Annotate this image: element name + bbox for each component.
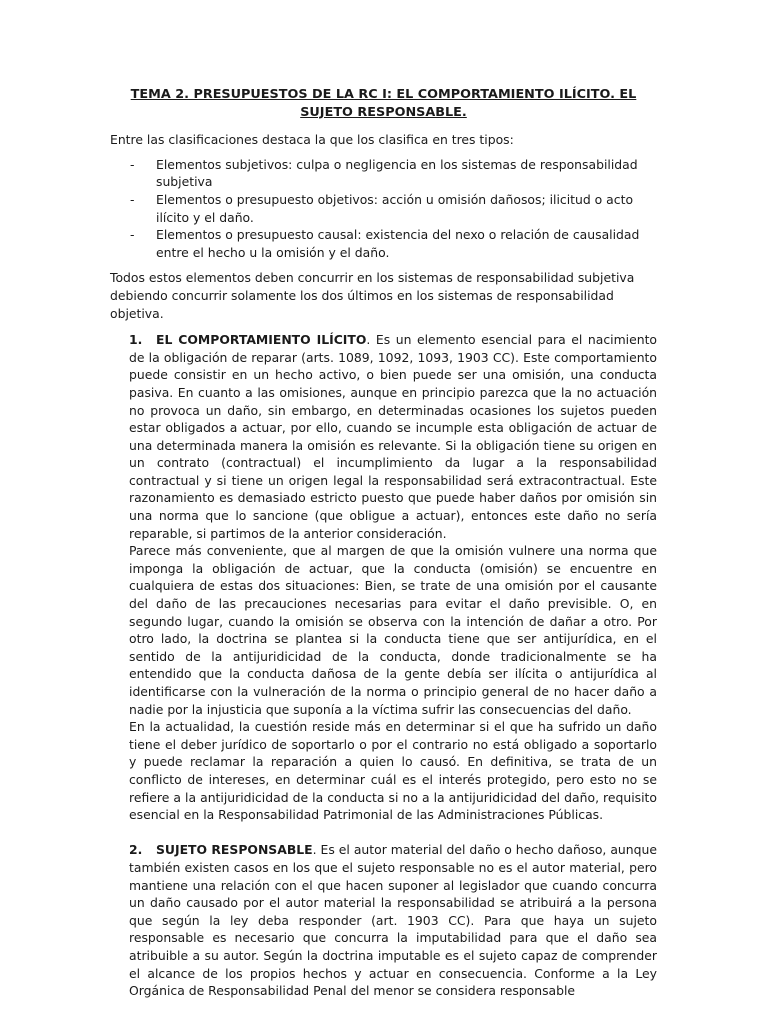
intro-paragraph: Entre las clasificaciones destaca la que los clasifica en tres tipos: bbox=[110, 132, 514, 148]
list-item-text: Elementos o presupuesto objetivos: acción u omisión dañosos; ilicitud o acto ilícito y el daño. bbox=[156, 191, 634, 225]
list-item bbox=[110, 156, 657, 191]
list-item-text: Elementos o presupuesto causal: existencia del nexo o relación de causalidad entre el hecho u la omisión y el daño. bbox=[156, 227, 640, 260]
list-item bbox=[110, 191, 657, 226]
section1-paragraph-3: En la actualidad, la cuestión reside más en determinar si el que ha sufrido un daño tiene el deber jurídico de soportarlo o por el contrario no está obligado a soportarlo y puede reclamar la reparación a quien lo causó. En definitiva, se trata de un conflicto de intereses, en determinar cuál es el interés protegido, pero esto no se refiere a la antijuridicidad de la conducta si no a la antijuridicidad del daño, requisito esencial en la Responsabilidad Patrimonial de las Administraciones Públicas. bbox=[129, 719, 657, 823]
section2-text-1: . Es el autor material del daño o hecho dañoso, aunque también existen casos en los que el sujeto responsable no es el autor material, pero mantiene una relación con el que hacen suponer al legislador que cuando concurra un daño causado por el autor material la responsabilidad se atribuirá a la persona que según la ley deba responder (art. 1903 CC). Para que haya un sujeto responsable es necesario que concurra la imputabilidad para que el daño sea atribuible a su autor. Según la doctrina imputable es el sujeto capaz de comprender el alcance de los propios hechos y actuar en consecuencia. Conforme a la Ley Orgánica de Responsabilidad Penal del menor se considera responsable bbox=[129, 842, 657, 999]
section2-paragraph-1 bbox=[129, 841, 657, 999]
list-marker: - bbox=[130, 156, 135, 172]
classification-list bbox=[110, 156, 657, 262]
list-item bbox=[110, 226, 657, 261]
list-marker: - bbox=[130, 191, 135, 207]
section-comportamiento-ilicito bbox=[129, 331, 657, 1000]
section2-heading: SUJETO RESPONSABLE bbox=[156, 842, 313, 858]
section1-heading: EL COMPORTAMIENTO ILÍCITO bbox=[156, 332, 367, 348]
section2-number: 2. bbox=[129, 842, 143, 858]
section-spacer bbox=[129, 824, 657, 842]
summary-paragraph: Todos estos elementos deben concurrir en los sistemas de responsabilidad subjetiva debiendo concurrir solamente los dos últimos en los sistemas de responsabilidad objetiva. bbox=[110, 270, 635, 321]
section1-text-1: . Es un elemento esencial para el nacimiento de la obligación de reparar (arts. 1089, 1092, 1093, 1903 CC). Este comportamiento puede consistir en un hecho activo, o bien puede ser una omisión, una conducta pasiva. En cuanto a las omisiones, aunque en principio parezca que la no actuación no provoca un daño, sin embargo, en determinadas ocasiones los sujetos pueden estar obligados a actuar, por ello, cuando se incumple esta obligación de actuar de una determinada manera la omisión es relevante. Si la obligación tiene su origen en un contrato (contractual) el incumplimiento da lugar a la responsabilidad contractual y si tiene un origen legal la responsabilidad será extracontractual. Este razonamiento es demasiado estricto puesto que puede haber daños por omisión sin una norma que lo sancione (que obligue a actuar), entonces este daño no sería reparable, si partimos de la anterior consideración. bbox=[129, 332, 658, 541]
section1-paragraph-1 bbox=[129, 331, 657, 542]
document-page bbox=[110, 86, 657, 1000]
list-item-text: Elementos subjetivos: culpa o negligencia en los sistemas de responsabilidad subjetiva bbox=[156, 156, 638, 190]
document-title: TEMA 2. PRESUPUESTOS DE LA RC I: EL COMPORTAMIENTO ILÍCITO. EL SUJETO RESPONSABLE. bbox=[130, 87, 637, 120]
list-marker: - bbox=[130, 227, 135, 243]
section1-number: 1. bbox=[129, 332, 143, 348]
section1-paragraph-2: Parece más conveniente, que al margen de que la omisión vulnere una norma que imponga la obligación de actuar, que la conducta (omisión) se encuentre en cualquiera de estas dos situaciones: Bien, se trate de una omisión por el causante del daño de las precauciones necesarias para evitar el daño previsible. O, en segundo lugar, cuando la omisión se observa con la intención de dañar a otro. Por otro lado, la doctrina se plantea si la conducta tiene que ser antijurídica, en el sentido de la antijuridicidad de la conducta, donde tradicionalmente se ha entendido que la conducta dañosa de la gente debía ser ilícita o antijurídica al identificarse con la vulneración de la norma o principio general de no hacer daño a nadie por la injusticia que suponía a la víctima sufrir las consecuencias del daño. bbox=[129, 543, 657, 717]
